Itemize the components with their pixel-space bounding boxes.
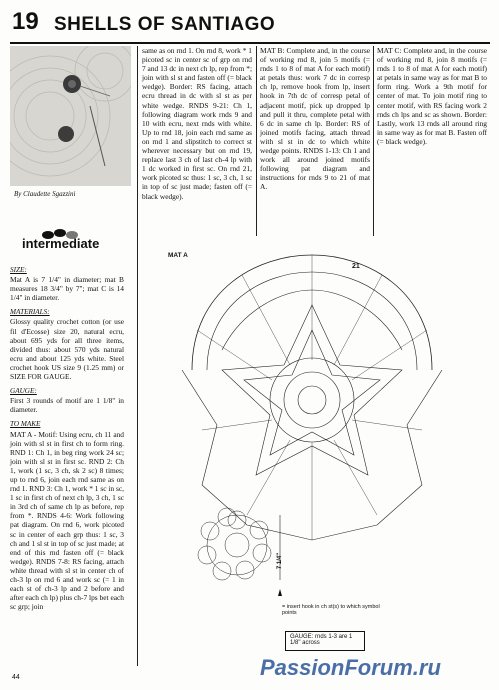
skill-level-label: intermediate [22, 236, 100, 251]
column-1 [10, 266, 124, 617]
pattern-number: 19 [12, 8, 39, 35]
doily-photo [10, 46, 131, 186]
materials-heading: MATERIALS: [10, 308, 50, 317]
column-4: MAT C: Complete and, in the course of working rnd 8, join 8 motifs (= rnds 1 to 8 of mat A for each motif) at petals in same way as for mat B to form ring. Work a 9th motif for center of mat. To join motif ring to center motif, with RS facing work 2 rnds ch lps and sc as shown. Border: Lastly, work 13 rnds all around ring in same way as for mat B. Fasten off (= black wedge). [377, 46, 487, 146]
crochet-chart-mat-a [162, 250, 492, 635]
page-number: 44 [12, 674, 20, 681]
column-divider [373, 46, 374, 236]
column-divider [256, 46, 257, 236]
header-rule [10, 42, 490, 44]
size-heading: SIZE: [10, 266, 27, 274]
gauge-text: First 3 rounds of motif are 1 1/8" in diameter. [10, 396, 124, 415]
round-number-label: 21 [352, 263, 360, 270]
to-make-heading: TO MAKE [10, 420, 41, 429]
size-text: Mat A is 7 1/4" in diameter; mat B measures 18 3/4" by 7"; mat C is 14 1/4" in diameter. [10, 275, 124, 303]
gauge-heading: GAUGE: [10, 387, 37, 396]
designer-credit: By Claudette Sgazzini [14, 190, 76, 198]
diagram-dimension: 7 1/4" [277, 552, 284, 570]
diagram-legend: = insert hook in ch st(s) to which symbol points [282, 604, 380, 616]
gauge-box: GAUGE: rnds 1-3 are 1 1/8" across [285, 631, 365, 651]
diagram-title: MAT A [168, 252, 188, 259]
materials-text: Glossy quality crochet cotton (or use fil d'Ecosse) size 20, natural ecru, about 695 yds for all three items, divided thus: about 570 yds natural ecru and about 125 yds white. Steel crochet hook US size 9 (1.25 mm) or SIZE FOR GAUGE. [10, 317, 124, 382]
page-title: SHELLS OF SANTIAGO [54, 14, 276, 35]
to-make-text: MAT A - Motif: Using ecru, ch 11 and join with sl st in first ch to form ring. RND 1: Ch 1, in beg ring work 24 sc; join with sl st in first sc. RND 2: Ch 1, work (1 sc, 3 ch, sk 2 sc) 8 times; up to rnd 6, join each rnd same as on rnd 1. RND 3: Ch 1, work * 1 sc in sc, 1 sc in first ch of next ch lp, 3 ch, 1 sc in 3rd ch of same ch lp as before, rep from *. RNDS 4-6: Work following pat diagram. On rnd 6, work picoted sc in center of each grp thus: 1 sc, 3 ch and 1 sl st in top of sc just made; at end of this rnd fasten off (= black wedge). RNDS 7-8: RS facing, attach white thread with sl st in center ch of ch-3 lp on rnd 6 and work sc (= 1 in each st of ch-3 lp and 2 before and after each ch lp) plus ch-7 lps bet each sc grp; join [10, 429, 124, 612]
page-header [10, 6, 488, 42]
column-divider [137, 46, 138, 666]
watermark: PassionForum.ru [260, 655, 441, 680]
column-3: MAT B: Complete and, in the course of working rnd 8, join 5 motifs (= rnds 1 to 8 of mat A for each motif) at petals thus: work 7 dc in corresp ch lp, remove hook from lp, insert hook in 7th dc of corresp petal of adjacent motif, pick up dropped lp and pull it thru, complete petal with 6 dc in same ch lp. Border: RS of joined motifs facing, attach thread with sl st in dc to which white wedge points. RNDS 1-13: Ch 1 and work all around joined motifs following pat diagram and instructions for rnds 9 to 21 of mat A. [260, 46, 370, 192]
column-2: same as on rnd 1. On rnd 8, work * 1 picoted sc in center sc of grp on rnd 7 and 13 dc in next ch lp, rep from *; join with sl st and fasten off (= black wedge). Border: RS facing, attach ecru thread in dc with sl st as per white wedge. RNDS 9-21: Ch 1, following diagram work rnds 9 and 10 with ecru, next rnds with white. Up to rnd 18, join each rnd same as on rnd 1 and slipstitch to correct st wherever necessary but on rnd 19, replace last 3 ch of last ch-4 lp with 1 dc worked in first sc. On rnd 21, work picoted sc thus: 1 sc, 3 ch, 1 sc in top of sc just made; fasten off (= black wedge). [142, 46, 252, 201]
